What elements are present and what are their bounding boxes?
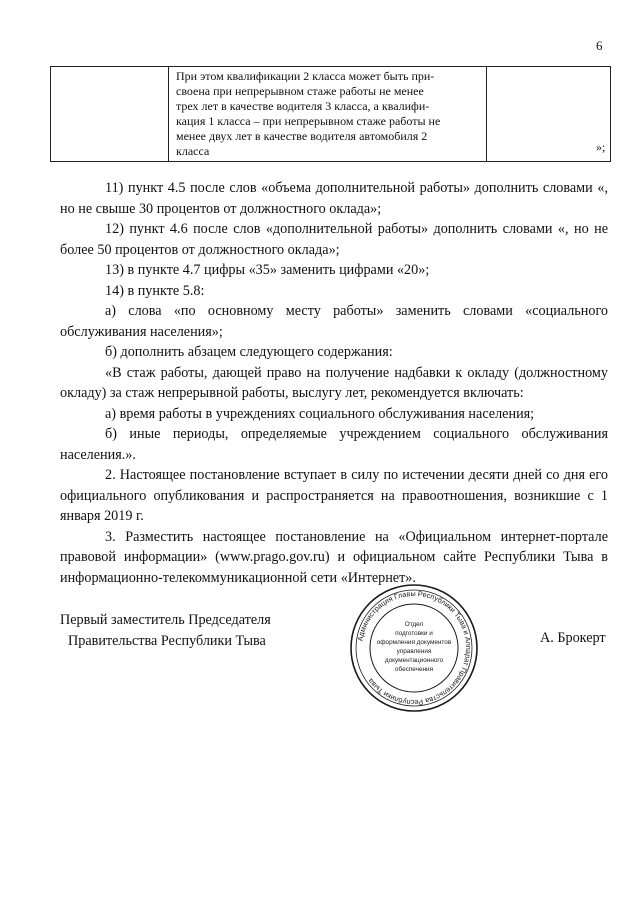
stamp-inner-line: документационного (384, 657, 444, 664)
signatory-title-line: Первый заместитель Председателя (60, 612, 271, 628)
signatory-title-line: Правительства Республики Тыва (68, 632, 266, 649)
signatory-name: А. Брокерт (540, 630, 606, 646)
table-cell-line: При этом квалификации 2 класса может быть при- (176, 69, 435, 83)
page-number: 6 (596, 38, 603, 53)
paragraph-item-11: 11) пункт 4.5 после слов «объема дополнительной работы» дополнить словами «, но не свыше 30 процентов от должностного оклада»; (60, 180, 608, 217)
table-cell-line: трех лет в качестве водителя 3 класса, а квалифи- (176, 99, 430, 113)
table-cell-empty-right (487, 67, 611, 162)
stamp-inner-line: подготовки и (395, 630, 433, 637)
table-cell-empty-left (51, 67, 169, 162)
table-row (51, 67, 611, 162)
paragraph-sub-b: б) дополнить абзацем следующего содержания: (105, 344, 393, 360)
table-cell-line: класса (176, 144, 210, 158)
stamp-outer-text: Администрация Главы Республики Тыва и Аппарат Правительства Республики Тыва (355, 588, 474, 708)
table-closing-quote: »; (596, 140, 606, 154)
paragraph-quote-b: б) иные периоды, определяемые учреждением социального обслуживания населения.». (60, 426, 608, 463)
document-body (60, 178, 608, 588)
paragraph-quote-a: а) время работы в учреждениях социального обслуживания населения; (105, 405, 535, 422)
stamp-inner-line: Отдел (404, 621, 424, 628)
table-cell-line: кация 1 класса – при непрерывном стаже работы не (176, 114, 441, 128)
table-cell-line: своена при непрерывном стаже работы не менее (176, 84, 424, 98)
stamp-inner-line: оформления документов (376, 639, 452, 646)
paragraph-item-12: 12) пункт 4.6 после слов «дополнительной работы» дополнить словами «, но не более 50 процентов от должностного оклада»; (60, 221, 608, 258)
stamp-inner-line: управления (396, 648, 432, 655)
table-cell-text (169, 67, 487, 162)
official-stamp (349, 583, 479, 713)
paragraph-point-2: 2. Настоящее постановление вступает в силу по истечении десяти дней со дня его официального опубликования и распространяется на правоотношения, возникшие с 1 января 2019 г. (60, 467, 608, 524)
paragraph-point-3: 3. Разместить настоящее постановление на «Официальном интернет-портале правовой информации» (www.prago.gov.ru) и официальном сайте Республики Тыва в информационно-телекоммуникационной сети «Интернет». (60, 528, 608, 586)
signatory-title (60, 610, 271, 651)
amendment-table (50, 66, 611, 162)
paragraph-item-13: 13) в пункте 4.7 цифры «35» заменить цифрами «20»; (105, 262, 430, 278)
stamp-inner-line: обеспечения (394, 666, 434, 673)
paragraph-sub-a: а) слова «по основному месту работы» заменить словами «социального обслуживания населения»; (60, 303, 608, 340)
table-cell-line: менее двух лет в качестве водителя автомобиля 2 (176, 129, 428, 143)
paragraph-item-14: 14) в пункте 5.8: (105, 282, 205, 299)
paragraph-quote-intro: «В стаж работы, дающей право на получение надбавки к окладу (должностному окладу) за стаж непрерывной работы, выслугу лет, рекомендуется включать: (60, 364, 608, 401)
